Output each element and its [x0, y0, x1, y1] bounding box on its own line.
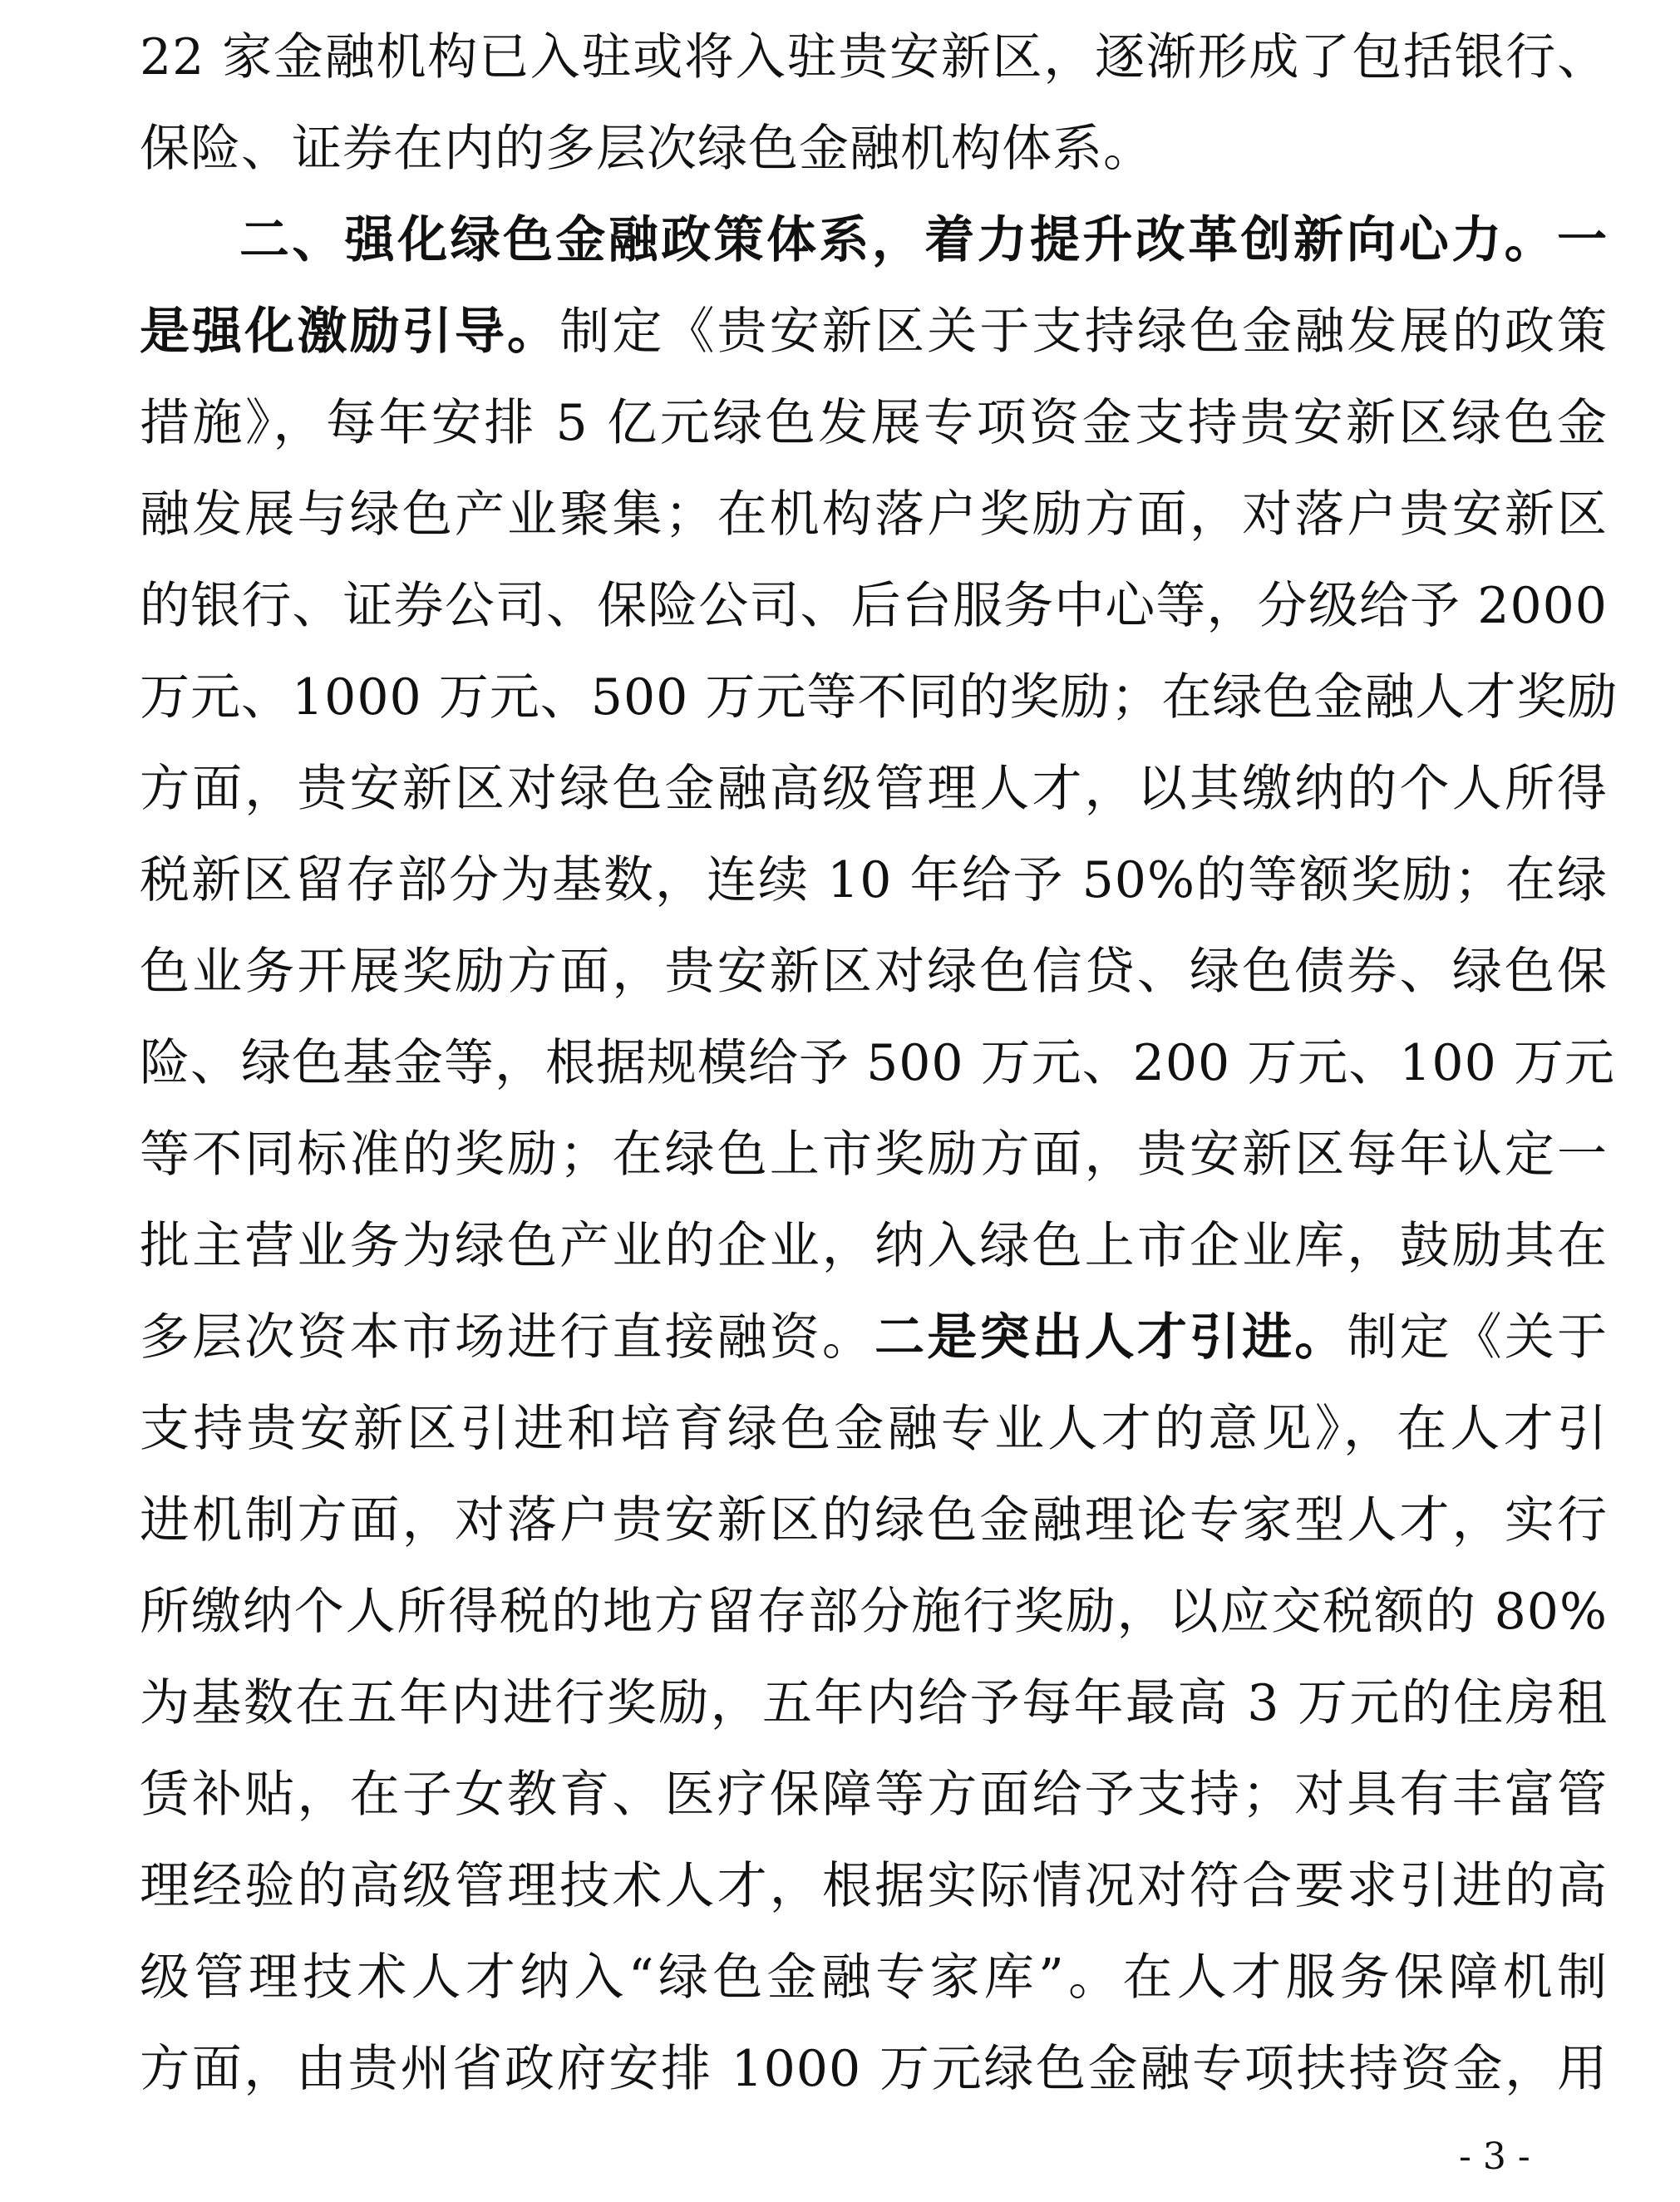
text-line-12	[140, 1017, 1615, 1109]
text-fragment: 级管理技术人才纳入“绿色金融专家库”。在人才服务保障机制	[140, 1948, 1608, 2007]
document-page	[140, 12, 1618, 2115]
text-fragment: 色业务开展奖励方面，贵安新区对绿色信贷、绿色债券、绿色保	[140, 943, 1608, 1001]
text-line-19	[140, 1658, 1608, 1749]
text-fragment: 保险、证券在内的多层次绿色金融机构体系。	[140, 120, 1154, 178]
section-heading: 二、强化绿色金融政策体系，着力提升改革创新向心力。一	[239, 211, 1608, 269]
text-line-18	[140, 1566, 1608, 1658]
text-line-6	[140, 469, 1608, 560]
text-line-17	[140, 1475, 1608, 1566]
text-fragment: 措施》，每年安排 5 亿元绿色发展专项资金支持贵安新区绿色金	[140, 394, 1608, 452]
text-line-22	[140, 1932, 1608, 2023]
page-number: - 3 -	[1459, 2135, 1530, 2178]
text-line-13	[140, 1109, 1608, 1200]
text-fragment: 制定《关于	[1347, 1308, 1609, 1367]
text-line-16	[140, 1383, 1608, 1475]
text-line-11	[140, 926, 1608, 1017]
text-line-4	[140, 286, 1608, 377]
text-fragment: 融发展与绿色产业聚集；在机构落户奖励方面，对落户贵安新区	[140, 485, 1608, 544]
text-line-8	[140, 652, 1618, 743]
text-line-21	[140, 1840, 1608, 1932]
text-fragment: 制定《贵安新区关于支持绿色金融发展的政策	[559, 303, 1609, 361]
text-line-5	[140, 377, 1608, 469]
text-line-2	[140, 103, 1608, 195]
text-fragment: 为基数在五年内进行奖励，五年内给予每年最高 3 万元的住房租	[140, 1674, 1608, 1732]
text-fragment: 方面，贵安新区对绿色金融高级管理人才，以其缴纳的个人所得	[140, 760, 1608, 818]
text-line-9	[140, 743, 1608, 835]
text-fragment: 险、绿色基金等，根据规模给予 500 万元、200 万元、100 万元	[140, 1034, 1615, 1092]
subheading-fragment: 是强化激励引导。	[140, 303, 560, 361]
text-line-10	[140, 835, 1608, 926]
text-fragment: 方面，由贵州省政府安排 1000 万元绿色金融专项扶持资金，用	[140, 2040, 1608, 2098]
text-line-15	[140, 1292, 1608, 1383]
text-fragment: 批主营业务为绿色产业的企业，纳入绿色上市企业库，鼓励其在	[140, 1217, 1608, 1275]
text-fragment: 等不同标准的奖励；在绿色上市奖励方面，贵安新区每年认定一	[140, 1126, 1608, 1184]
subheading-fragment: 二是突出人才引进。	[874, 1308, 1347, 1367]
text-line-23	[140, 2023, 1608, 2115]
text-fragment: 多层次资本市场进行直接融资。	[140, 1308, 875, 1367]
text-fragment: 万元、1000 万元、500 万元等不同的奖励；在绿色金融人才奖励	[140, 668, 1618, 727]
text-fragment: 赁补贴，在子女教育、医疗保障等方面给予支持；对具有丰富管	[140, 1766, 1608, 1824]
section-heading-line	[140, 195, 1608, 286]
text-fragment: 理经验的高级管理技术人才，根据实际情况对符合要求引进的高	[140, 1857, 1608, 1915]
text-fragment: 22 家金融机构已入驻或将入驻贵安新区，逐渐形成了包括银行、	[140, 28, 1608, 86]
text-line-20	[140, 1749, 1608, 1840]
text-fragment: 税新区留存部分为基数，连续 10 年给予 50%的等额奖励；在绿	[140, 851, 1608, 909]
text-fragment: 所缴纳个人所得税的地方留存部分施行奖励，以应交税额的 80%	[140, 1583, 1608, 1641]
text-line-14	[140, 1200, 1608, 1292]
text-fragment: 的银行、证券公司、保险公司、后台服务中心等，分级给予 2000	[140, 577, 1608, 635]
text-line-7	[140, 560, 1608, 652]
text-line-1	[140, 12, 1608, 103]
text-fragment: 支持贵安新区引进和培育绿色金融专业人才的意见》，在人才引	[140, 1400, 1608, 1458]
text-fragment: 进机制方面，对落户贵安新区的绿色金融理论专家型人才，实行	[140, 1491, 1608, 1549]
